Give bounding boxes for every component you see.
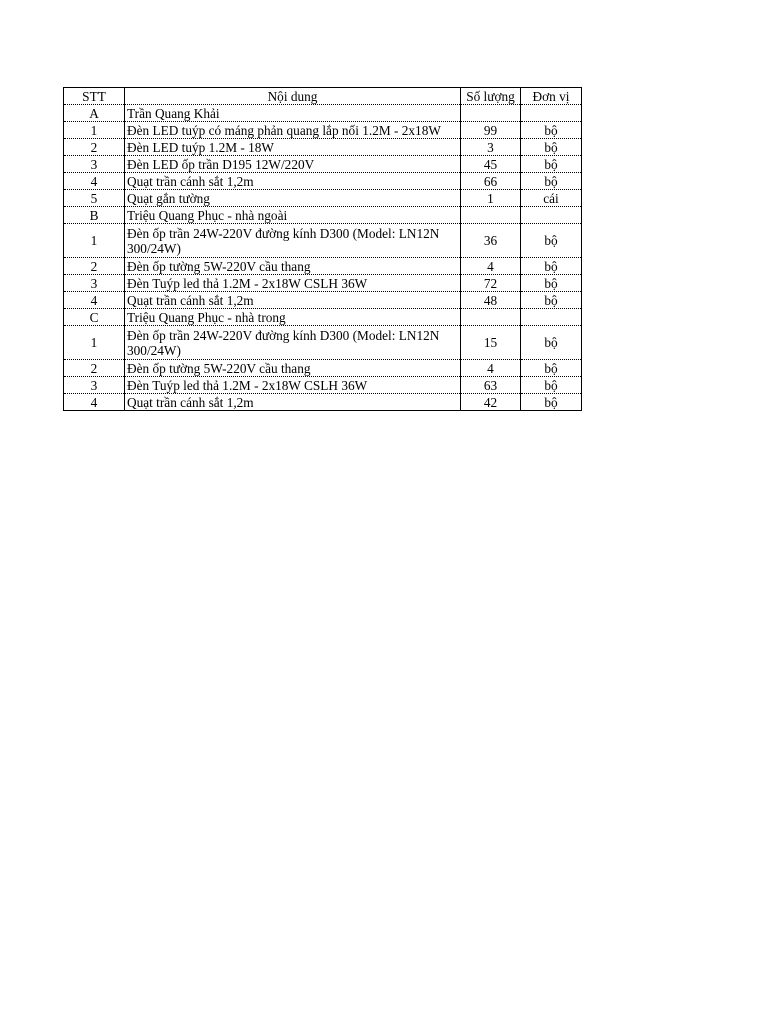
cell-quantity: 63: [461, 377, 521, 394]
cell-quantity: 3: [461, 139, 521, 156]
cell-quantity: 1: [461, 190, 521, 207]
equipment-table: [63, 87, 582, 411]
cell-unit: bộ: [521, 224, 582, 258]
cell-unit: bộ: [521, 360, 582, 377]
cell-content: Quạt trần cánh sắt 1,2m: [125, 394, 461, 411]
cell-quantity: 45: [461, 156, 521, 173]
cell-quantity: 4: [461, 360, 521, 377]
cell-content: Trần Quang Khải: [125, 105, 461, 122]
cell-stt: 4: [64, 292, 125, 309]
table-row: [64, 139, 582, 156]
cell-content: Đèn Tuýp led thả 1.2M - 2x18W CSLH 36W: [125, 275, 461, 292]
table-row: [64, 394, 582, 411]
cell-quantity: [461, 207, 521, 224]
cell-stt: 3: [64, 156, 125, 173]
cell-content: Quạt trần cánh sắt 1,2m: [125, 292, 461, 309]
table-row: [64, 207, 582, 224]
cell-unit: bộ: [521, 173, 582, 190]
cell-content: Quạt gắn tường: [125, 190, 461, 207]
cell-unit: bộ: [521, 275, 582, 292]
cell-content: Quạt trần cánh sắt 1,2m: [125, 173, 461, 190]
cell-quantity: 36: [461, 224, 521, 258]
header-unit: Đơn vị: [521, 88, 582, 105]
cell-quantity: 4: [461, 258, 521, 275]
cell-content: Đèn LED ốp trần D195 12W/220V: [125, 156, 461, 173]
cell-unit: bộ: [521, 292, 582, 309]
cell-stt: 1: [64, 224, 125, 258]
cell-quantity: 48: [461, 292, 521, 309]
cell-content: Đèn LED tuýp 1.2M - 18W: [125, 139, 461, 156]
table-row: [64, 292, 582, 309]
cell-stt: 3: [64, 275, 125, 292]
cell-content: Triệu Quang Phục - nhà trong: [125, 309, 461, 326]
cell-content: Đèn LED tuýp có máng phản quang lắp nối 1.2M - 2x18W: [125, 122, 461, 139]
table-row: [64, 122, 582, 139]
cell-unit: bộ: [521, 377, 582, 394]
cell-unit: cái: [521, 190, 582, 207]
cell-quantity: 99: [461, 122, 521, 139]
cell-unit: bộ: [521, 394, 582, 411]
cell-stt: B: [64, 207, 125, 224]
cell-unit: [521, 207, 582, 224]
cell-stt: 1: [64, 122, 125, 139]
cell-unit: bộ: [521, 139, 582, 156]
cell-quantity: 15: [461, 326, 521, 360]
cell-content: Đèn ốp trần 24W-220V đường kính D300 (Model: LN12N 300/24W): [125, 224, 461, 258]
table-row: [64, 156, 582, 173]
cell-unit: [521, 105, 582, 122]
cell-unit: bộ: [521, 156, 582, 173]
table-row: [64, 326, 582, 360]
table-row: [64, 377, 582, 394]
cell-stt: 2: [64, 258, 125, 275]
table-row: [64, 258, 582, 275]
cell-stt: 2: [64, 139, 125, 156]
table-row: [64, 190, 582, 207]
table-row: [64, 360, 582, 377]
cell-unit: bộ: [521, 326, 582, 360]
cell-stt: A: [64, 105, 125, 122]
table-row: [64, 224, 582, 258]
header-quantity: Số lượng: [461, 88, 521, 105]
cell-unit: bộ: [521, 122, 582, 139]
cell-content: Đèn ốp trần 24W-220V đường kính D300 (Model: LN12N 300/24W): [125, 326, 461, 360]
cell-quantity: [461, 105, 521, 122]
cell-unit: [521, 309, 582, 326]
header-row: [64, 88, 582, 105]
header-content: Nội dung: [125, 88, 461, 105]
header-stt: STT: [64, 88, 125, 105]
cell-content: Đèn ốp tường 5W-220V cầu thang: [125, 258, 461, 275]
cell-quantity: [461, 309, 521, 326]
table-row: [64, 309, 582, 326]
cell-stt: C: [64, 309, 125, 326]
cell-stt: 5: [64, 190, 125, 207]
cell-content: Triệu Quang Phục - nhà ngoài: [125, 207, 461, 224]
cell-stt: 2: [64, 360, 125, 377]
cell-stt: 3: [64, 377, 125, 394]
cell-stt: 4: [64, 173, 125, 190]
cell-stt: 1: [64, 326, 125, 360]
table-row: [64, 105, 582, 122]
cell-stt: 4: [64, 394, 125, 411]
cell-content: Đèn ốp tường 5W-220V cầu thang: [125, 360, 461, 377]
cell-content: Đèn Tuýp led thả 1.2M - 2x18W CSLH 36W: [125, 377, 461, 394]
cell-quantity: 72: [461, 275, 521, 292]
table-row: [64, 173, 582, 190]
table-row: [64, 275, 582, 292]
cell-quantity: 66: [461, 173, 521, 190]
cell-unit: bộ: [521, 258, 582, 275]
cell-quantity: 42: [461, 394, 521, 411]
